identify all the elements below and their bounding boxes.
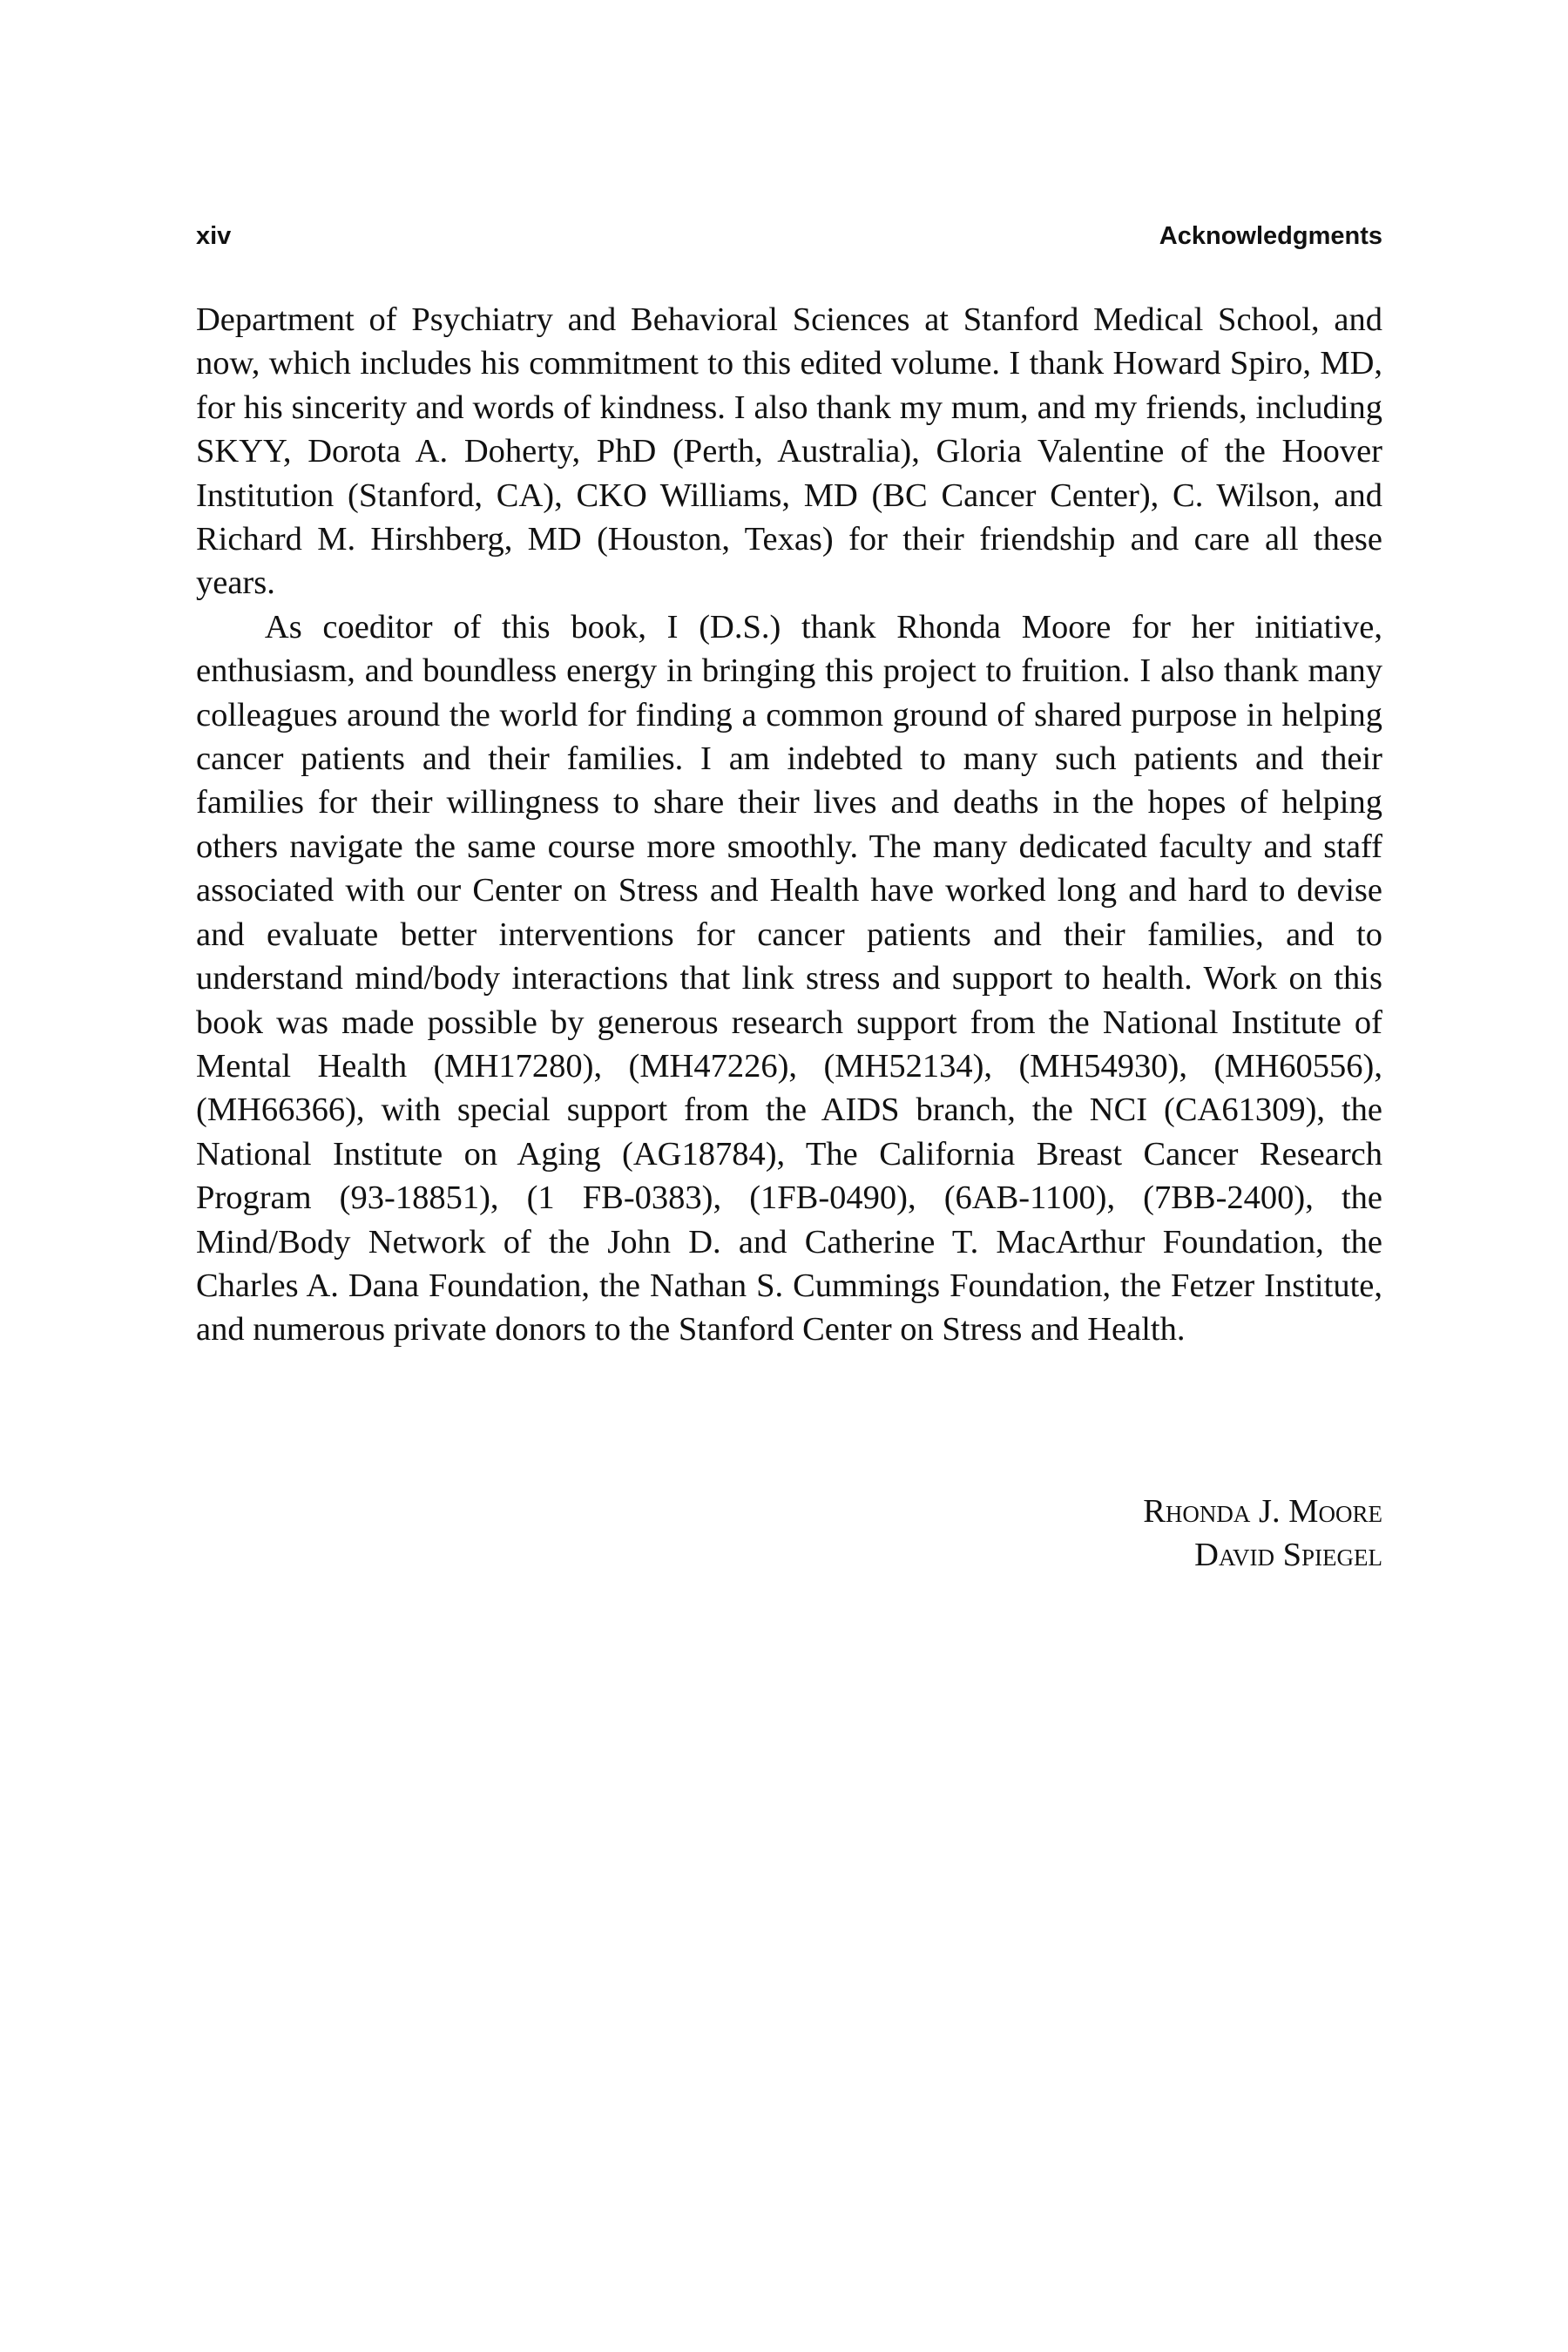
running-head [196,216,1382,256]
signature-david-spiegel: David Spiegel [1194,1537,1382,1573]
body-text [196,298,1382,1352]
signature-rhonda-moore: Rhonda J. Moore [1143,1493,1382,1530]
paragraph-coeditor: As coeditor of this book, I (D.S.) thank Rhonda Moore for her initiative, enthusiasm, and boundless energy in bringing this project to fruition. I also thank many colleagues around the world for finding a common ground of shared purpose in helping cancer patients and their families. I am indebted to many such patients and their families for their willingness to share their lives and deaths in the hopes of helping others navigate the same course more smoothly. The many dedicated faculty and staff associated with our Center on Stress and Health have worked long and hard to devise and evaluate better interventions for cancer patients and their families, and to understand mind/body interactions that link stress and support to health. Work on this book was made possible by generous research support from the National Institute of Mental Health (MH17280), (MH47226), (MH52134), (MH54930), (MH60556), (MH66366), with special support from the AIDS branch, the NCI (CA61309), the National Institute on Aging (AG18784), The California Breast Cancer Research Program (93-18851), (1 FB-0383), (1FB-0490), (6AB-1100), (7BB-2400), the Mind/Body Network of the John D. and Catherine T. MacArthur Foundation, the Charles A. Dana Foundation, the Nathan S. Cummings Foundation, the Fetzer Institute, and numerous private donors to the Stanford Center on Stress and Health. [196,608,1382,1348]
paragraph-continued: Department of Psychiatry and Behavioral Sciences at Stanford Medical School, and now, which includes his commitment to this edited volume. I thank Howard Spiro, MD, for his sincerity and words of kindness. I also thank my mum, and my friends, including SKYY, Dorota A. Doherty, PhD (Perth, Australia), Gloria Valentine of the Hoover Institution (Stanford, CA), CKO Williams, MD (BC Cancer Center), C. Wilson, and Richard M. Hirshberg, MD (Houston, Texas) for their friendship and care all these years. [196,301,1382,602]
signature-block [196,1490,1382,1577]
section-title: Acknowledgments [1159,222,1382,250]
page-number: xiv [196,222,232,250]
